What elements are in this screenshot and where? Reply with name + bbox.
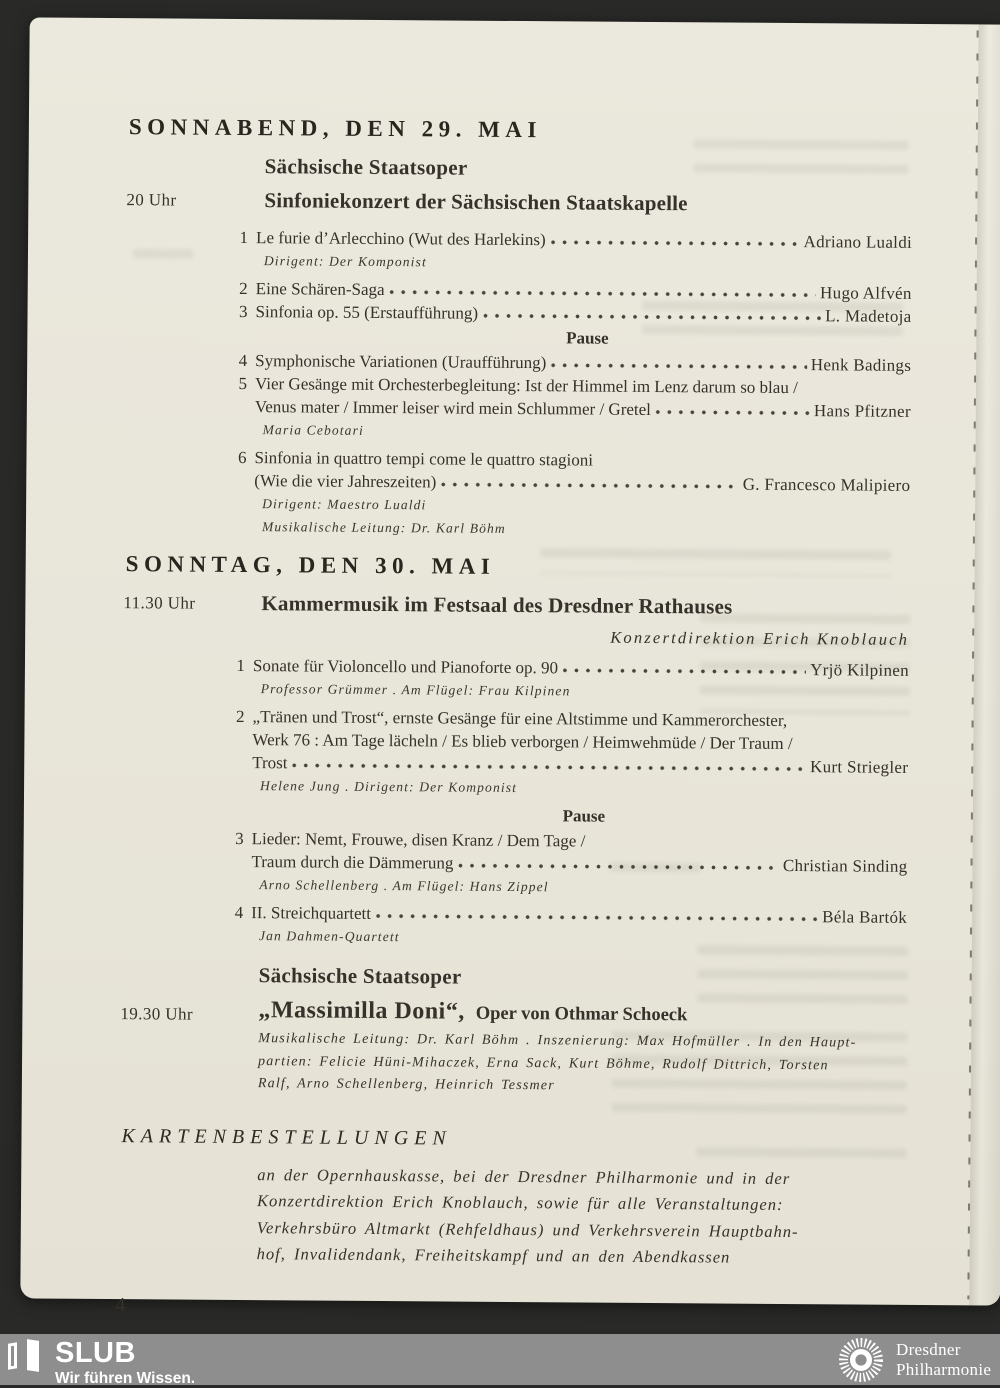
day-heading-saturday: SONNABEND, DEN 29. MAI xyxy=(128,114,542,143)
partner-name-line1: Dresdner xyxy=(896,1340,961,1359)
item-number: 2 xyxy=(239,278,248,299)
performer-note: Helene Jung . Dirigent: Der Komponist xyxy=(260,778,518,796)
item-number: 4 xyxy=(238,350,248,371)
event-time: 11.30 Uhr xyxy=(123,593,196,613)
event-title-text: Kammermusik im Festsaal des Dresdner Rathauses xyxy=(261,591,733,619)
ticket-line: Verkehrsbüro Altmarkt (Rehfeldhaus) und Verkehrsverein Hauptbahn- xyxy=(256,1217,799,1241)
item-number: 1 xyxy=(239,227,249,248)
work-title: Lieder: Nemt, Frouwe, disen Kranz / Dem Tage / xyxy=(251,829,586,851)
item-number: 2 xyxy=(236,706,245,727)
event-title xyxy=(126,188,912,218)
page-number: 4 xyxy=(115,1293,126,1316)
saturday-programme xyxy=(126,154,913,541)
venue-name: Sächsische Staatsoper xyxy=(264,154,468,180)
work-title: Trost xyxy=(252,753,288,773)
page-edge xyxy=(969,24,1000,1305)
tickets-text xyxy=(257,1162,906,1273)
performer-note: Dirigent: Maestro Lualdi xyxy=(262,496,427,513)
dot-leader xyxy=(550,233,800,247)
event-time: 20 Uhr xyxy=(126,190,177,210)
dot-leader xyxy=(655,403,810,416)
ticket-line: an der Opernhauskasse, bei der Dresdner Philharmonie und in der xyxy=(257,1164,791,1188)
composer-name: Hugo Alfvén xyxy=(820,283,912,303)
cast-line: partien: Felicie Hüni-Mihaczek, Erna Sack, Kurt Böhme, Rudolf Dittrich, Torsten xyxy=(258,1053,829,1073)
dot-leader xyxy=(375,907,818,922)
dot-leader xyxy=(389,283,817,298)
programme-item xyxy=(235,226,912,254)
composer-name: Béla Bartók xyxy=(822,907,908,927)
event-title-text: Sinfoniekonzert der Sächsischen Staatskapelle xyxy=(264,188,688,216)
concert-direction: Konzertdirektion Erich Knoblauch xyxy=(610,627,910,649)
slub-wordmark: SLUB xyxy=(55,1337,136,1369)
philharmonie-starburst-icon xyxy=(838,1337,884,1383)
sunday-section xyxy=(22,550,1000,1101)
ticket-line: Konzertdirektion Erich Knoblauch, sowie für alle Veranstaltungen: xyxy=(256,1191,784,1214)
show-through-smudge xyxy=(133,249,193,265)
performer-note: Arno Schellenberg . Am Flügel: Hans Zippel xyxy=(259,877,549,895)
dresdner-philharmonie-logo-link[interactable] xyxy=(838,1337,991,1383)
item-number: 3 xyxy=(235,828,244,849)
work-title: Traum durch die Dämmerung xyxy=(251,852,454,873)
day-heading-sunday: SONNTAG, DEN 30. MAI xyxy=(125,551,496,579)
work-title: Sinfonia op. 55 (Erstaufführung) xyxy=(255,302,479,323)
work-title: Werk 76 : Am Tage lächeln / Es blieb verborgen / Heimwehmüde / Der Traum / xyxy=(252,730,793,754)
performer-note: Musikalische Leitung: Dr. Karl Böhm xyxy=(261,519,506,536)
ticket-line: hof, Invalidendank, Freiheitskampf und an den Abendkassen xyxy=(256,1244,731,1267)
composer-name: Hans Pfitzner xyxy=(813,401,911,421)
cast-line: Musikalische Leitung: Dr. Karl Böhm . Inszenierung: Max Hofmüller . In den Haupt- xyxy=(258,1031,857,1051)
item-number: 6 xyxy=(237,447,247,468)
work-title: Le furie d’Arlecchino (Wut des Harlekins) xyxy=(256,228,546,250)
composer-name: Adriano Lualdi xyxy=(803,232,913,252)
performer-note: Professor Grümmer . Am Flügel: Frau Kilpinen xyxy=(260,681,571,699)
slub-book-icon xyxy=(8,1340,40,1376)
composer-name: Henk Badings xyxy=(810,355,912,375)
work-title: II. Streichquartett xyxy=(251,903,372,923)
programme-item xyxy=(230,901,907,929)
work-title: Sonate für Violoncello und Pianoforte op. 90 xyxy=(252,656,559,678)
composer-name: Kurt Striegler xyxy=(810,757,909,777)
opera-title-row xyxy=(120,997,906,1029)
partner-name-line2: Philharmonie xyxy=(896,1360,992,1379)
programme-item xyxy=(232,654,909,682)
work-title: Symphonische Variationen (Uraufführung) xyxy=(255,351,547,373)
pause-label: Pause xyxy=(566,328,609,348)
dot-leader xyxy=(440,475,739,489)
composer-name: L. Madetoja xyxy=(825,306,912,326)
tickets-heading: KARTENBESTELLUNGEN xyxy=(121,1124,452,1150)
item-number: 4 xyxy=(234,902,244,923)
opera-section xyxy=(120,963,907,1100)
performer-note: Dirigent: Der Komponist xyxy=(263,253,427,270)
document-scan-page xyxy=(20,17,1000,1316)
performer-note: Jan Dahmen-Quartett xyxy=(258,928,400,945)
work-title: Venus mater / Immer leiser wird mein Schlummer / Gretel xyxy=(254,397,652,419)
item-number: 1 xyxy=(236,655,246,676)
composer-name: Yrjö Kilpinen xyxy=(810,660,910,680)
work-title: (Wie die vier Jahreszeiten) xyxy=(254,471,437,492)
sunday-programme xyxy=(120,591,910,1100)
pause-label: Pause xyxy=(562,806,606,826)
dot-leader xyxy=(457,857,779,871)
slub-logo-link[interactable] xyxy=(8,1339,195,1388)
opera-subtitle: Oper von Othmar Schoeck xyxy=(475,1003,688,1026)
dot-leader xyxy=(550,356,807,370)
event-time: 19.30 Uhr xyxy=(120,1004,194,1024)
programme-item-continuation xyxy=(233,469,910,497)
event-title xyxy=(123,591,909,621)
work-title: Sinfonia in quattro tempi come le quattro stagioni xyxy=(254,448,594,470)
item-number: 3 xyxy=(238,301,248,322)
cast-line: Ralf, Arno Schellenberg, Heinrich Tessmer xyxy=(257,1076,555,1094)
dot-leader xyxy=(562,661,806,675)
work-title: Vier Gesänge mit Orchesterbegleitung: Ist der Himmel im Lenz darum so blau / xyxy=(254,374,798,398)
work-title: Eine Schären-Saga xyxy=(255,279,385,300)
performer-note: Maria Cebotari xyxy=(262,422,364,438)
programme-item-continuation xyxy=(230,850,907,878)
slub-tagline: Wir führen Wissen. xyxy=(55,1370,196,1387)
item-number: 5 xyxy=(238,373,248,394)
dot-leader xyxy=(292,756,807,772)
programme-item-continuation xyxy=(231,751,908,779)
composer-name: Christian Sinding xyxy=(782,855,908,876)
dot-leader xyxy=(482,307,821,321)
viewer-footer-bar xyxy=(0,1334,1000,1385)
programme-item-continuation xyxy=(234,395,911,423)
composer-name: G. Francesco Malipiero xyxy=(742,474,911,495)
opera-title: „Massimilla Doni“, xyxy=(258,997,465,1025)
venue-name: Sächsische Staatsoper xyxy=(258,963,462,989)
work-title: „Tränen und Trost“, ernste Gesänge für eine Altstimme und Kammerorchester, xyxy=(252,707,788,730)
